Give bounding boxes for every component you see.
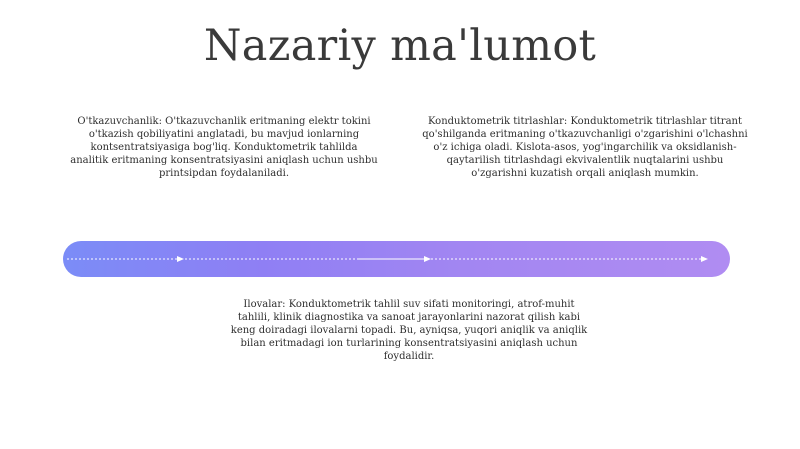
timeline-arrows	[63, 241, 730, 277]
titrations-text: Konduktometrik titrlashlar: Konduktometrik titrlashlar titrant qo'shilganda eritmaning o'tkazuvchanligi o'zgarishini o'lchashni o'z ichiga oladi. Kislota-asos, yog'ingarchilik va oksidlanish-qaytarilish titrlashdagi ekvivalentlik nuqtalarini ushbu o'zgarishni kuzatish orqali aniqlash mumkin.	[422, 116, 748, 179]
arrow-head-3	[701, 256, 708, 262]
applications-text: Ilovalar: Konduktometrik tahlil suv sifati monitoringi, atrof-muhit tahlili, klinik diagnostika va sanoat jarayonlarini nazorat qilish kabi keng doiradagi ilovalarni topadi. Bu, ayniqsa, yuqori aniqlik va aniqlik bilan eritmadagi ion turlarining konsentratsiyasini aniqlash uchun foydalidir.	[230, 299, 588, 362]
conductivity-text: O'tkazuvchanlik: O'tkazuvchanlik eritmaning elektr tokini o'tkazish qobiliyatini anglatadi, bu mavjud ionlarning kontsentratsiyasiga bog'liq. Konduktometrik tahlilda analitik eritmaning konsentratsiyasini aniqlash uchun ushbu printsipdan foydalaniladi.	[70, 116, 378, 179]
arrow-head-2	[424, 256, 431, 262]
arrow-head-1	[177, 256, 184, 262]
page-title: Nazariy ma'lumot	[203, 21, 597, 71]
timeline-bar	[63, 241, 730, 277]
